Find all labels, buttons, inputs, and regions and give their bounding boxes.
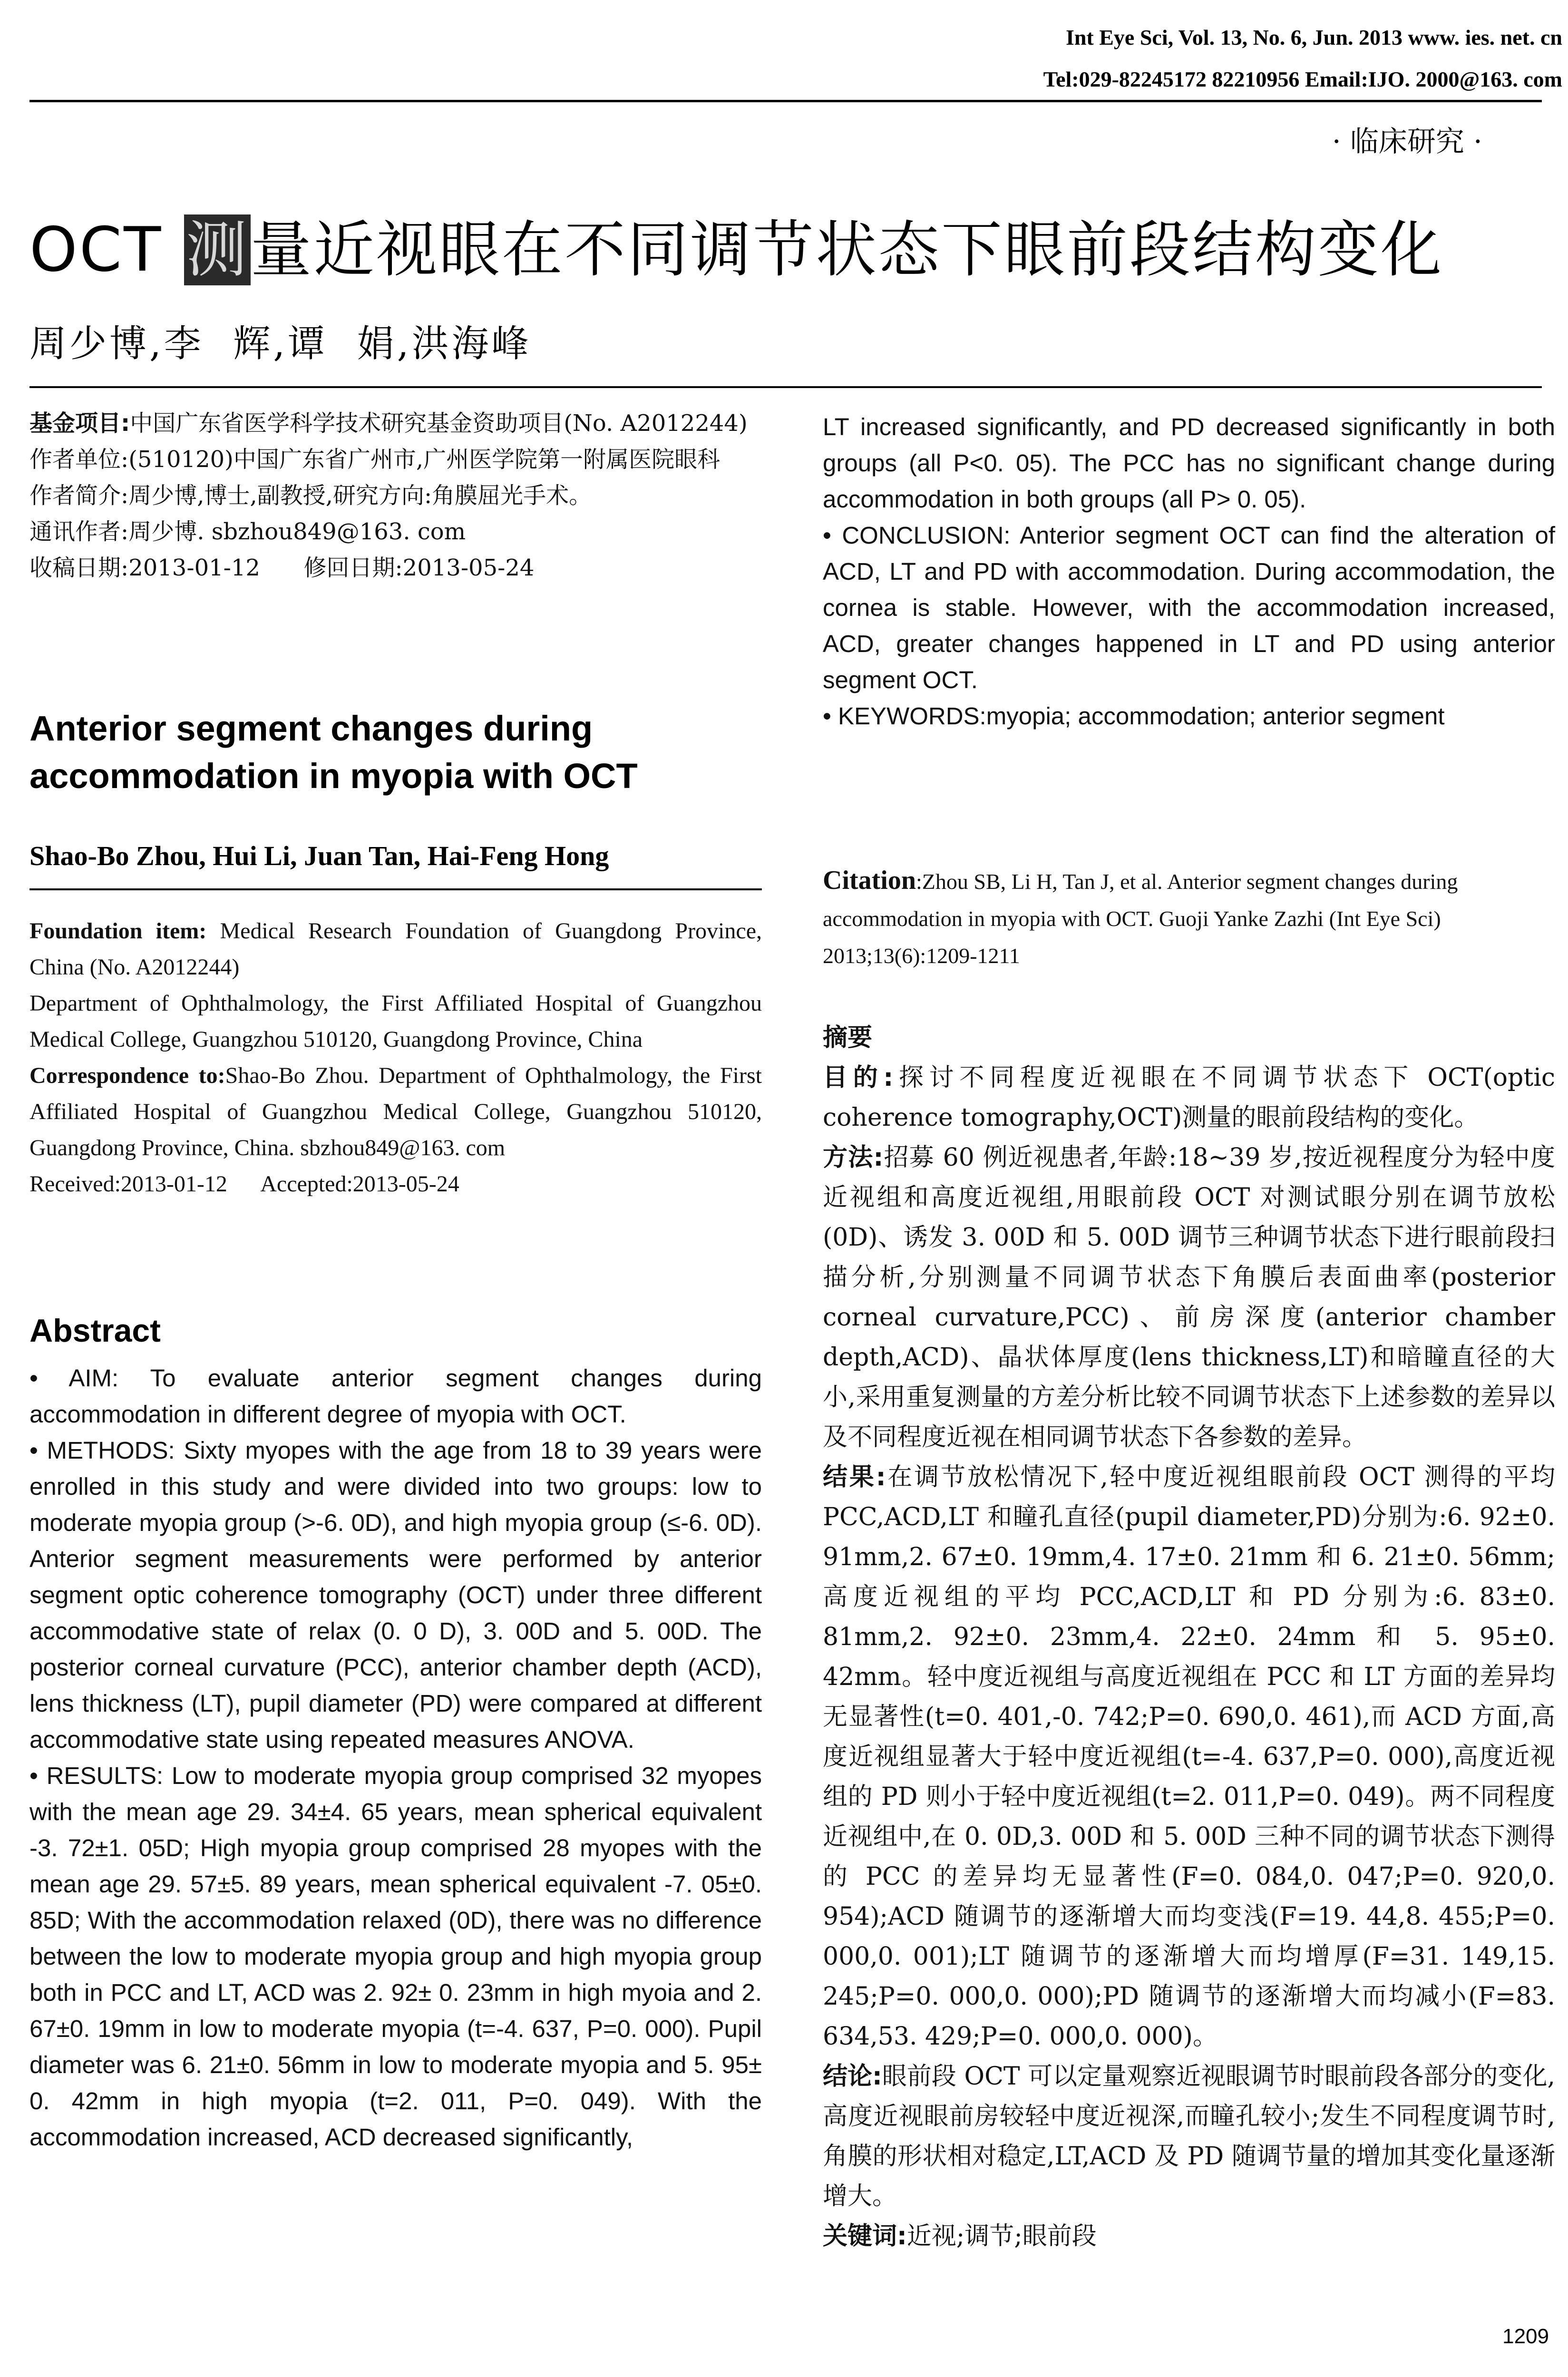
abstract-cn-keywords: 关键词:近视;调节;眼前段 xyxy=(823,2222,1097,2250)
abstract-results-cont: LT increased significantly, and PD decreased significantly in both groups (all P<0. 05). The PCC has no significant change during accommodation in both groups (all P> 0. 05). xyxy=(823,413,1555,513)
abstract-cn-heading: 摘要 xyxy=(823,1023,873,1052)
info-dates-cn: 收稿日期:2013-01-12 修回日期:2013-05-24 xyxy=(29,555,535,581)
abstract-cn-methods: 方法:招募 60 例近视患者,年龄:18~39 岁,按近视程度分为轻中度近视组和高度近视组,用眼前段 OCT 对测试眼分别在调节放松(0D)、诱发 3. 00D 和 5. 00D 调节三种调节状态下进行眼前段扫描分析,分别测量不同调节状态下角膜后表面曲率(posterior corneal curvature,PCC)、前房深度(anterior chamber depth,ACD)、晶状体厚度(lens thickness,LT)和暗瞳直径的大小,采用重复测量的方差分析比较不同调节状态下上述参数的差异以及不同程度近视在相同调节状态下各参数的差异。 xyxy=(823,1143,1556,1452)
citation-text: :Zhou SB, Li H, Tan J, et al. Anterior segment changes during accommodation in myopia with OCT. Guoji Yanke Zazhi (Int Eye Sci) 2013;13(6):1209-1211 xyxy=(823,869,1458,968)
page-title xyxy=(29,201,1443,288)
section-tag: · 临床研究 · xyxy=(1332,125,1482,158)
info-correspondence-en: Correspondence to:Shao-Bo Zhou. Department of Ophthalmology, the First Affiliated Hospital of Guangzhou Medical College, Guangzhou 510120, Guangdong Province, China. sbzhou849@163. com xyxy=(29,1063,762,1160)
abstract-en-body xyxy=(29,1360,762,2155)
citation-label: Citation xyxy=(823,866,916,895)
info-dates-en: Received:2013-01-12 Accepted:2013-05-24 xyxy=(29,1171,459,1197)
abstract-cn xyxy=(823,1018,1555,2256)
info-author-bio-cn: 作者简介:周少博,博士,副教授,研究方向:角膜屈光手术。 xyxy=(29,482,592,509)
info-affiliation-cn: 作者单位:(510120)中国广东省广州市,广州医学院第一附属医院眼科 xyxy=(29,446,721,473)
abstract-en-continued xyxy=(823,409,1555,734)
info-foundation-cn: 基金项目:中国广东省医学科学技术研究基金资助项目(No. A2012244) xyxy=(29,410,748,437)
title-highlight: 测 xyxy=(184,214,251,285)
title-rest: 量近视眼在不同调节状态下眼前段结构变化 xyxy=(251,214,1444,285)
abstract-cn-results: 结果:在调节放松情况下,轻中度近视组眼前段 OCT 测得的平均 PCC,ACD,LT 和瞳孔直径(pupil diameter,PD)分别为:6. 92±0. 91mm,2. 67±0. 19mm,4. 17±0. 21mm 和 6. 21±0. 56mm;高度近视组的平均 PCC,ACD,LT 和 PD 分别为:6. 83±0. 81mm,2. 92±0. 23mm,4. 22±0. 24mm 和 5. 95±0. 42mm。轻中度近视组与高度近视组在 PCC 和 LT 方面的差异均无显著性(t=0. 401,-0. 742;P=0. 690,0. 461),而 ACD 方面,高度近视组显著大于轻中度近视组(t=-4. 637,P=0. 000),高度近视组的 PD 则小于轻中度近视组(t=2. 011,P=0. 049)。两不同程度近视组中,在 0. 0D,3. 00D 和 5. 00D 三种不同的调节状态下测得的 PCC 的差异均无显著性(F=0. 084,0. 047;P=0. 920,0. 954);ACD 随调节的逐渐增大而均变浅(F=19. 44,8. 455;P=0. 000,0. 001);LT 随调节的逐渐增大而均增厚(F=31. 149,15. 245;P=0. 000,0. 000);PD 随调节的逐渐增大而均减小(F=83. 634,53. 429;P=0. 000,0. 000)。 xyxy=(823,1463,1555,2051)
abstract-cn-aim: 目的:探讨不同程度近视眼在不同调节状态下 OCT(optic coherence tomography,OCT)测量的眼前段结构的变化。 xyxy=(823,1063,1555,1132)
abstract-methods: • METHODS: Sixty myopes with the age from 18 to 39 years were enrolled in this study and were divided into two groups: low to moderate myopia group (>-6. 0D), and high myopia group (≤-6. 0D). Anterior segment measurements were performed by anterior segment optic coherence tomography (OCT) under three different accommodative state of relax (0. 0 D), 3. 00D and 5. 00D. The posterior corneal curvature (PCC), anterior chamber depth (ACD), lens thickness (LT), pupil diameter (PD) were compared at different accommodative state using repeated measures ANOVA. xyxy=(29,1437,762,1753)
journal-info-line: Int Eye Sci, Vol. 13, No. 6, Jun. 2013 www. ies. net. cn xyxy=(1065,25,1562,49)
article-title-en: Anterior segment changes during accommodation in myopia with OCT xyxy=(29,709,638,796)
abstract-aim: • AIM: To evaluate anterior segment changes during accommodation in different degree of myopia with OCT. xyxy=(29,1364,762,1428)
page-number: 1209 xyxy=(1502,2325,1549,2348)
authors-cn: 周少博,李 辉,谭 娟,洪海峰 xyxy=(29,322,532,365)
authors-en: Shao-Bo Zhou, Hui Li, Juan Tan, Hai-Feng Hong xyxy=(29,840,609,871)
info-correspondence-cn: 通讯作者:周少博. sbzhou849@163. com xyxy=(29,518,466,545)
abstract-results: • RESULTS: Low to moderate myopia group comprised 32 myopes with the mean age 29. 34±4. 65 years, mean spherical equivalent -3. 72±1. 05D; High myopia group comprised 28 myopes with the mean age 29. 57±5. 89 years, mean spherical equivalent -7. 05±0. 85D; With the accommodation relaxed (0D), there was no difference between the low to moderate myopia group and high myopia group both in PCC and LT, ACD was 2. 92± 0. 23mm in high myoia and 2. 67±0. 19mm in low to moderate myopia (t=-4. 637, P=0. 000). Pupil diameter was 6. 21±0. 56mm in low to moderate myopia and 5. 95± 0. 42mm in high myopia (t=2. 011, P=0. 049). With the accommodation increased, ACD decreased significantly, xyxy=(29,1762,762,2151)
article-info-en xyxy=(29,913,762,1202)
header-rule xyxy=(29,100,1542,102)
abstract-heading: Abstract xyxy=(29,1313,161,1349)
abstract-conclusion: • CONCLUSION: Anterior segment OCT can find the alteration of ACD, LT and PD with accommodation. During accommodation, the cornea is stable. However, with the accommodation increased, ACD, greater changes happened in LT and PD using anterior segment OCT. xyxy=(823,522,1555,693)
info-foundation-en: Foundation item: Medical Research Foundation of Guangdong Province, China (No. A2012244) xyxy=(29,918,762,980)
info-department-en: Department of Ophthalmology, the First Affiliated Hospital of Guangzhou Medical College, Guangzhou 510120, Guangdong Province, China xyxy=(29,991,762,1052)
abstract-keywords: • KEYWORDS:myopia; accommodation; anterior segment xyxy=(823,702,1445,730)
authors-rule xyxy=(29,888,762,890)
title-prefix: OCT xyxy=(29,214,184,285)
citation-block xyxy=(823,862,1555,974)
journal-contact-line: Tel:029-82245172 82210956 Email:IJO. 2000@163. com xyxy=(1043,67,1562,91)
abstract-cn-conclusion: 结论:眼前段 OCT 可以定量观察近视眼调节时眼前段各部分的变化,高度近视眼前房较轻中度近视深,而瞳孔较小;发生不同程度调节时,角膜的形状相对稳定,LT,ACD 及 PD 随调节量的增加其变化量逐渐增大。 xyxy=(823,2062,1555,2211)
title-rule xyxy=(29,386,1542,388)
article-info-cn xyxy=(29,405,762,586)
